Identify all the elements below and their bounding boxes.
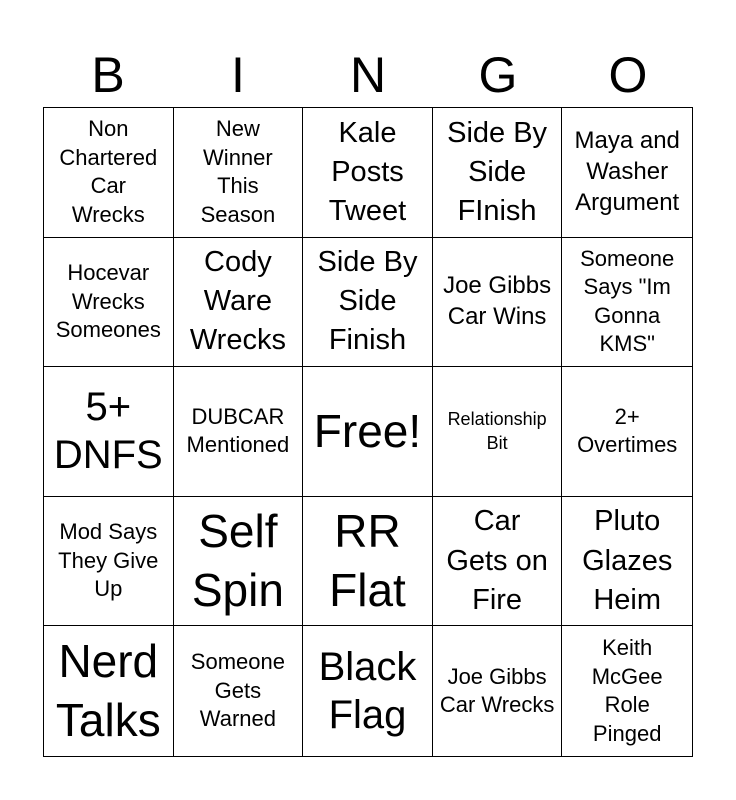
bingo-cell[interactable] bbox=[562, 497, 692, 627]
bingo-cell[interactable] bbox=[562, 108, 692, 238]
bingo-cell[interactable] bbox=[433, 367, 563, 497]
bingo-cell[interactable] bbox=[174, 238, 304, 368]
bingo-header bbox=[43, 42, 693, 108]
cell-text: Car Gets on Fire bbox=[446, 505, 548, 616]
cell-text: Self Spin bbox=[191, 505, 284, 617]
header-letter-n: N bbox=[349, 47, 387, 103]
cell-text: Someone Says "Im Gonna KMS" bbox=[580, 245, 675, 357]
bingo-cell[interactable] bbox=[44, 367, 174, 497]
header-letter-g: G bbox=[478, 47, 518, 103]
cell-text: Side By Side FInish bbox=[447, 116, 548, 227]
bingo-cell[interactable] bbox=[44, 626, 174, 756]
bingo-cell[interactable] bbox=[303, 626, 433, 756]
cell-text: RR Flat bbox=[329, 505, 406, 617]
bingo-cell[interactable] bbox=[174, 108, 304, 238]
cell-text: Free! bbox=[313, 405, 422, 458]
bingo-cell[interactable] bbox=[562, 626, 692, 756]
bingo-cell[interactable] bbox=[174, 367, 304, 497]
bingo-cell[interactable] bbox=[433, 108, 563, 238]
bingo-cell[interactable] bbox=[562, 367, 692, 497]
bingo-cell[interactable] bbox=[44, 497, 174, 627]
cell-text: DUBCAR Mentioned bbox=[186, 403, 290, 458]
cell-text: Nerd Talks bbox=[55, 635, 161, 747]
cell-text: Keith McGee Role Pinged bbox=[591, 635, 663, 746]
cell-text: Maya and Washer Argument bbox=[574, 127, 680, 216]
bingo-cell[interactable] bbox=[433, 238, 563, 368]
cell-text: Someone Gets Warned bbox=[190, 649, 285, 732]
cell-text: Mod Says They Give Up bbox=[58, 519, 159, 602]
bingo-cell[interactable] bbox=[303, 497, 433, 627]
cell-text: Joe Gibbs Car Wins bbox=[443, 272, 552, 330]
bingo-cell free-space[interactable] bbox=[303, 367, 433, 497]
cell-text: Kale Posts Tweet bbox=[328, 116, 407, 227]
cell-text: Relationship Bit bbox=[447, 408, 547, 454]
bingo-cell[interactable] bbox=[303, 108, 433, 238]
header-letter-b: B bbox=[91, 47, 125, 103]
bingo-card-grid bbox=[43, 107, 693, 757]
header-letter-o: O bbox=[608, 47, 648, 103]
bingo-cell[interactable] bbox=[44, 238, 174, 368]
cell-text: Cody Ware Wrecks bbox=[189, 246, 286, 357]
cell-text: Hocevar Wrecks Someones bbox=[55, 260, 161, 343]
bingo-cell[interactable] bbox=[562, 238, 692, 368]
cell-text: Non Chartered Car Wrecks bbox=[59, 116, 158, 227]
cell-text: 5+ DNFS bbox=[53, 385, 163, 478]
bingo-cell[interactable] bbox=[44, 108, 174, 238]
cell-text: Black Flag bbox=[318, 645, 417, 738]
bingo-cell[interactable] bbox=[433, 626, 563, 756]
cell-text: 2+ Overtimes bbox=[577, 403, 678, 458]
bingo-cell[interactable] bbox=[303, 238, 433, 368]
bingo-cell[interactable] bbox=[174, 497, 304, 627]
cell-text: Side By Side Finish bbox=[317, 246, 418, 357]
cell-text: Joe Gibbs Car Wrecks bbox=[439, 663, 555, 718]
bingo-cell[interactable] bbox=[433, 497, 563, 627]
cell-text: Pluto Glazes Heim bbox=[582, 505, 673, 616]
bingo-cell[interactable] bbox=[174, 626, 304, 756]
header-letter-i: I bbox=[231, 47, 245, 103]
cell-text: New Winner This Season bbox=[200, 116, 276, 227]
